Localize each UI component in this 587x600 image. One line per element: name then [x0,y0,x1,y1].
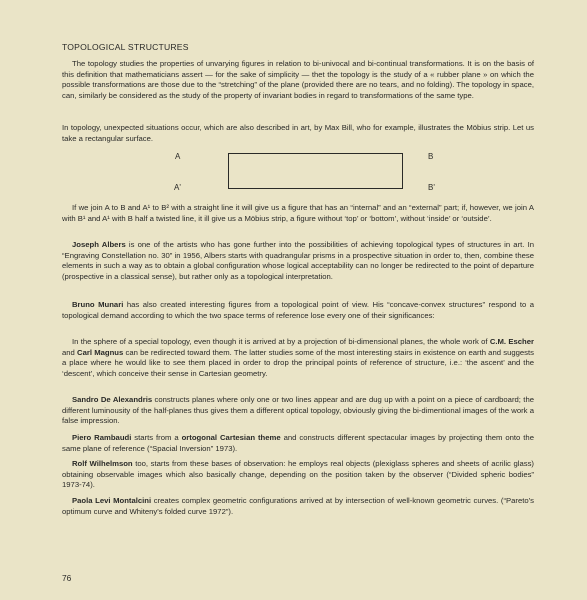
paragraph-albers [62,240,534,282]
paragraph-text: creates complex geometric configurations arrived at by intersection of well-known geometric curves. (“Pareto's optimum curve and Whiteny's folded curve 1972”). [62,496,534,516]
label-b: B [428,152,434,161]
paragraph-escher-magnus [62,337,534,379]
label-b-prime: B' [428,183,435,192]
paragraph-munari [62,300,534,321]
label-a: A [175,152,181,161]
paragraph-mobius-intro [62,123,534,144]
label-a-prime: A' [174,183,181,192]
artist-name: Joseph Albers [72,240,126,249]
paragraph-mobius-strip [62,203,534,224]
artist-name: Rolf Wilhelmson [72,459,133,468]
paragraph-wilhelmson [62,459,534,491]
paragraph-text: too, starts from these bases of observation: he employs real objects (plexiglass spheres and sheets of acrilic glass) obtaining observable images which also basically change, depending on the position taken by the observer (“Divided spheric bodies” 1973-74). [62,459,534,490]
artist-name: Paola Levi Montalcini [72,496,152,505]
artist-name: Piero Rambaudi [72,433,132,442]
rectangular-surface [228,153,403,189]
theme-name: ortogonal Cartesian theme [181,433,281,442]
paragraph-text: and [62,347,78,357]
paragraph-de-alexandris [62,395,534,427]
page-number: 76 [62,573,72,583]
paragraph-levi-montalcini [62,496,534,517]
paragraph-text: In the sphere of a special topology, even though it is arrived at by a projection of bi-dimensional planes, the whole work of [72,337,490,346]
artist-name: C.M. Escher [489,337,534,346]
paragraph-text: can be redirected toward them. The latter studies some of the most interesting stairs in existence on earth and suggests a place where he would like to see them placed in order to drop the principal points of reference of structure, i.e.: ‘the ascent’ and the ‘descent’, which conceive their sense in Cartesian geometry. [62,347,534,378]
paragraph-text: constructs planes where only one or two lines appear and are dug up with a point on a piece of cardboard; the different luminousity of the half-planes thus gives them a different optical topology, obviously giving the bi-dimentional images of the work a false impression. [62,395,534,426]
artist-name: Carl Magnus [77,347,124,357]
paragraph-text: is one of the artists who has gone further into the possibilities of achieving topological types of structures in art. In “Engraving Constellation no. 30” in 1956, Albers starts with quadrangular prisms in a prospective situation in order to, then, combine these elements in such a way as to obtain a global configuration whose logical acceptability can no longer be redirected to the point of departure (prospective in a classical sense), but rather only as a topological interpretation. [62,240,534,281]
paragraph-rambaudi [62,433,534,454]
artist-name: Bruno Munari [72,300,124,309]
paragraph-text: starts from a [131,433,182,442]
paragraph-text: The topology studies the properties of unvarying figures in relation to bi-univocal and bi-continual transformations. It is on the basis of this definition that mathematicians assert — for the sake of simplicity — thet the topology is the study of a « rubber plane » on which the possible transformations are those due to the “stretching” of the plane (provided there are no tears, and no folding). The topology in space, can, similarly be considered as the study of the property of invariant bodies in regard to transformations of the same type. [62,59,534,100]
paragraph-text: If we join A to B and A¹ to B² with a straight line it will give us a figure that has an “internal” and an “external” part; if, however, we join A with B¹ and A¹ with B half a twisted line, it ill give us a Möbius strip, a figure without ‘top’ or ‘bottom’, without ‘inside’ or ‘outside’. [62,203,534,223]
paragraph-text: In topology, unexpected situations occur, which are also described in art, by Max Bill, who for example, illustrates the Möbius strip. Let us take a rectangular surface. [62,123,534,143]
paragraph-text: has also created interesting figures from a topological point of view. His “concave-convex structures” respond to a topological demand according to which the two space terms of reference lose every one of their significances: [62,300,534,320]
artist-name: Sandro De Alexandris [72,395,153,404]
section-heading: TOPOLOGICAL STRUCTURES [62,42,189,52]
paragraph-topology-definition [62,59,534,101]
paragraph-text: and constructs different spectacular images by projecting them onto the same plane of reference (“Spacial Inversion” 1973). [62,433,534,453]
